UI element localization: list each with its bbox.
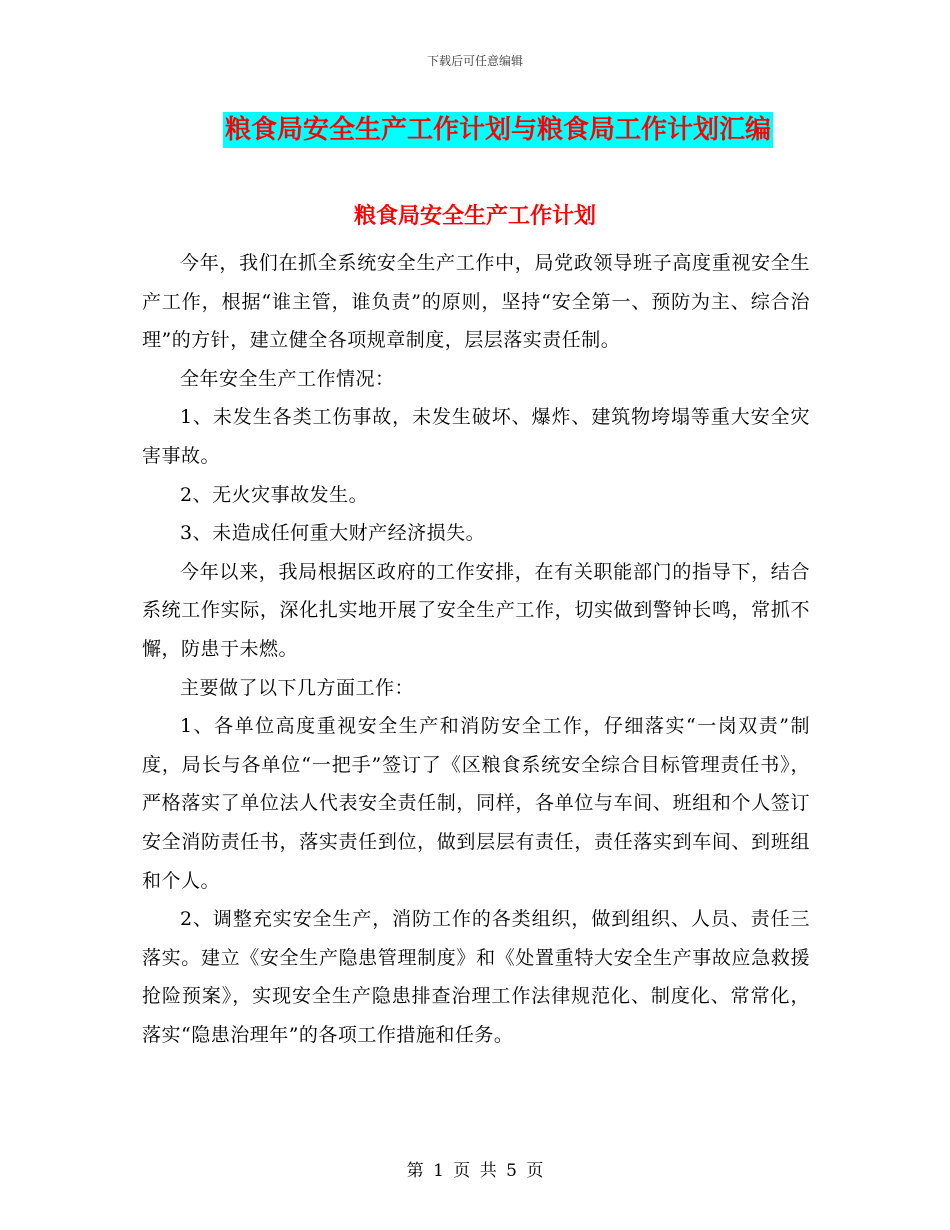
paragraph: 2、无火灾事故发生。 bbox=[180, 483, 369, 506]
paragraph: 3、未造成任何重大财产经济损失。 bbox=[180, 522, 486, 545]
header-note: 下载后可任意编辑 bbox=[426, 54, 523, 68]
page-footer: 第 1 页 共 5 页 bbox=[406, 1161, 544, 1181]
section-title: 粮食局安全生产工作计划 bbox=[353, 204, 596, 229]
main-title-wrap bbox=[0, 112, 950, 148]
paragraph: 主要做了以下几方面工作： bbox=[180, 676, 415, 699]
paragraph: 今年，我们在抓全系统安全生产工作中，局党政领导班子高度重视安全生产工作，根据“谁主管，谁负责”的原则，坚持“安全第一、预防为主、综合治理”的方针，建立健全各项规章制度，层层落实责任制。 bbox=[142, 252, 810, 352]
paragraph: 全年安全生产工作情况： bbox=[180, 367, 395, 390]
paragraph: 今年以来，我局根据区政府的工作安排，在有关职能部门的指导下，结合系统工作实际，深化扎实地开展了安全生产工作，切实做到警钟长鸣，常抓不懈，防患于未燃。 bbox=[142, 560, 810, 660]
paragraph: 1、各单位高度重视安全生产和消防安全工作，仔细落实“一岗双责”制度，局长与各单位“一把手”签订了《区粮食系统安全综合目标管理责任书》，严格落实了单位法人代表安全责任制，同样，各单位与车间、班组和个人签订安全消防责任书，落实责任到位，做到层层有责任，责任落实到车间、到班组和个人。 bbox=[142, 715, 810, 892]
paragraph: 2、调整充实安全生产，消防工作的各类组织，做到组织、人员、责任三落实。建立《安全生产隐患管理制度》和《处置重特大安全生产事故应急救援抢险预案》，实现安全生产隐患排查治理工作法律规范化、制度化、常常化，落实“隐患治理年”的各项工作措施和任务。 bbox=[142, 908, 810, 1046]
main-title: 粮食局安全生产工作计划与粮食局工作计划汇编 bbox=[223, 112, 773, 148]
document-body bbox=[142, 244, 810, 1054]
paragraph: 1、未发生各类工伤事故，未发生破坏、爆炸、建筑物垮塌等重大安全灾害事故。 bbox=[142, 406, 810, 467]
